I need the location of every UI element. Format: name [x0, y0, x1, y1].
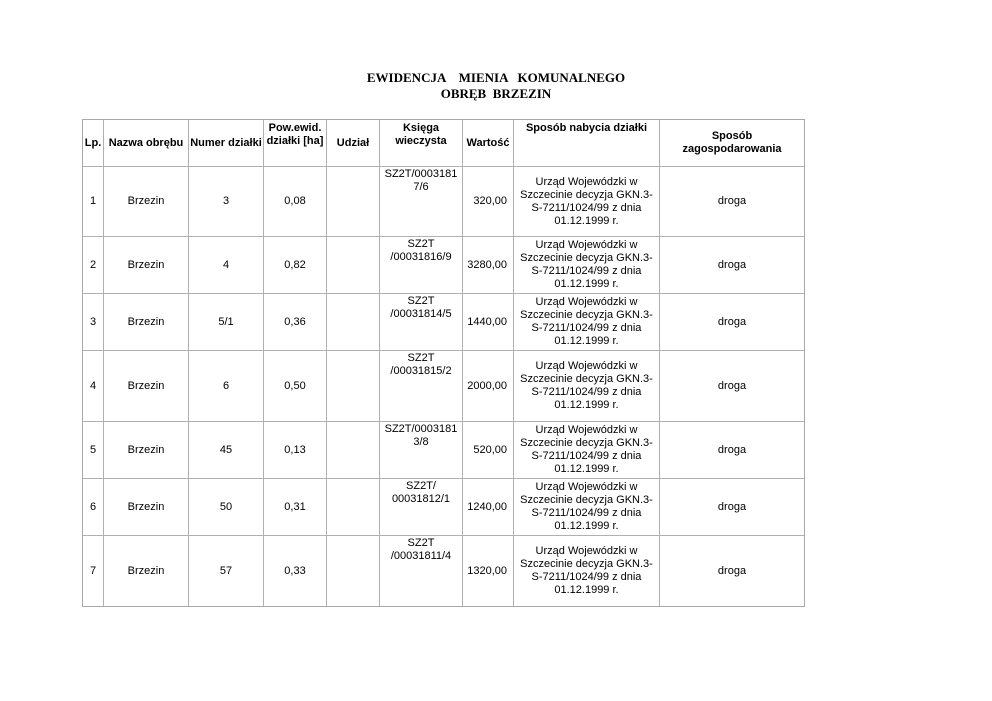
cell-lp: 7	[83, 536, 104, 606]
cell-wartosc: 320,00	[463, 167, 514, 237]
cell-sposob-nabycia: Urząd Wojewódzki w Szczecinie decyzja GKN.3-S-7211/1024/99 z dnia 01.12.1999 r.	[514, 237, 660, 294]
header-sposob-nabycia: Sposób nabycia działki	[514, 120, 660, 167]
document-subtitle: OBRĘB BRZEZIN	[440, 86, 552, 101]
table-row	[83, 294, 804, 351]
header-lp: Lp.	[83, 120, 104, 167]
cell-ksiega-wieczysta: SZ2T /00031811/4	[380, 536, 463, 606]
cell-sposob-zagospodarowania: droga	[660, 351, 804, 422]
header-ksiega-wieczysta: Księga wieczysta	[380, 120, 463, 167]
cell-udzial	[327, 351, 380, 422]
table-row	[83, 351, 804, 422]
cell-sposob-nabycia: Urząd Wojewódzki w Szczecinie decyzja GKN.3-S-7211/1024/99 z dnia 01.12.1999 r.	[514, 294, 660, 351]
cell-ksiega-wieczysta: SZ2T/0003181 3/8	[380, 422, 463, 479]
cell-numer-dzialki: 5/1	[189, 294, 264, 351]
cell-powierzchnia: 0,13	[264, 422, 327, 479]
cell-lp: 3	[83, 294, 104, 351]
cell-lp: 2	[83, 237, 104, 294]
cell-udzial	[327, 294, 380, 351]
cell-sposob-zagospodarowania: droga	[660, 237, 804, 294]
header-udzial: Udział	[327, 120, 380, 167]
cell-sposob-zagospodarowania: droga	[660, 294, 804, 351]
cell-numer-dzialki: 57	[189, 536, 264, 606]
cell-nazwa-obrebu: Brzezin	[104, 479, 189, 536]
cell-lp: 4	[83, 351, 104, 422]
cell-ksiega-wieczysta: SZ2T /00031814/5	[380, 294, 463, 351]
cell-powierzchnia: 0,33	[264, 536, 327, 606]
cell-nazwa-obrebu: Brzezin	[104, 351, 189, 422]
cell-nazwa-obrebu: Brzezin	[104, 294, 189, 351]
cell-sposob-zagospodarowania: droga	[660, 479, 804, 536]
header-nazwa-obrebu: Nazwa obrębu	[104, 120, 189, 167]
cell-sposob-nabycia: Urząd Wojewódzki w Szczecinie decyzja GKN.3-S-7211/1024/99 z dnia 01.12.1999 r.	[514, 167, 660, 237]
table-row	[83, 422, 804, 479]
cell-numer-dzialki: 50	[189, 479, 264, 536]
cell-nazwa-obrebu: Brzezin	[104, 536, 189, 606]
table-row	[83, 167, 804, 237]
header-numer-dzialki: Numer działki	[189, 120, 264, 167]
cell-ksiega-wieczysta: SZ2T/0003181 7/6	[380, 167, 463, 237]
cell-ksiega-wieczysta: SZ2T /00031816/9	[380, 237, 463, 294]
cell-lp: 6	[83, 479, 104, 536]
cell-wartosc: 1240,00	[463, 479, 514, 536]
cell-udzial	[327, 479, 380, 536]
cell-numer-dzialki: 3	[189, 167, 264, 237]
cell-numer-dzialki: 4	[189, 237, 264, 294]
cell-powierzchnia: 0,82	[264, 237, 327, 294]
cell-sposob-nabycia: Urząd Wojewódzki w Szczecinie decyzja GKN.3-S-7211/1024/99 z dnia 01.12.1999 r.	[514, 479, 660, 536]
cell-lp: 1	[83, 167, 104, 237]
cell-wartosc: 520,00	[463, 422, 514, 479]
table-header-row	[83, 120, 804, 167]
cell-sposob-nabycia: Urząd Wojewódzki w Szczecinie decyzja GKN.3-S-7211/1024/99 z dnia 01.12.1999 r.	[514, 536, 660, 606]
cell-sposob-nabycia: Urząd Wojewódzki w Szczecinie decyzja GKN.3-S-7211/1024/99 z dnia 01.12.1999 r.	[514, 351, 660, 422]
cell-wartosc: 3280,00	[463, 237, 514, 294]
cell-wartosc: 2000,00	[463, 351, 514, 422]
cell-udzial	[327, 237, 380, 294]
cell-ksiega-wieczysta: SZ2T /00031815/2	[380, 351, 463, 422]
cell-ksiega-wieczysta: SZ2T/ 00031812/1	[380, 479, 463, 536]
cell-sposob-zagospodarowania: droga	[717, 564, 747, 577]
cell-powierzchnia: 0,50	[264, 351, 327, 422]
cell-lp: 5	[83, 422, 104, 479]
cell-nazwa-obrebu: Brzezin	[104, 422, 189, 479]
header-sposob-zagospodarowania: Sposób zagospodarowania	[660, 120, 804, 167]
cell-udzial	[327, 167, 380, 237]
property-register-table	[82, 119, 805, 607]
header-powierzchnia: Pow.ewid. działki [ha]	[264, 120, 327, 167]
cell-udzial	[327, 422, 380, 479]
header-wartosc: Wartość	[463, 120, 514, 167]
cell-udzial	[327, 536, 380, 606]
cell-nazwa-obrebu: Brzezin	[104, 167, 189, 237]
cell-wartosc: 1440,00	[463, 294, 514, 351]
document-title: EWIDENCJA MIENIA KOMUNALNEGO	[366, 70, 626, 85]
cell-powierzchnia: 0,36	[264, 294, 327, 351]
cell-wartosc: 1320,00	[463, 536, 514, 606]
table-row	[83, 479, 804, 536]
cell-sposob-nabycia: Urząd Wojewódzki w Szczecinie decyzja GKN.3-S-7211/1024/99 z dnia 01.12.1999 r.	[514, 422, 660, 479]
table-row	[83, 536, 804, 606]
cell-numer-dzialki: 45	[189, 422, 264, 479]
cell-sposob-zagospodarowania: droga	[660, 422, 804, 479]
cell-numer-dzialki: 6	[189, 351, 264, 422]
cell-powierzchnia: 0,31	[264, 479, 327, 536]
cell-powierzchnia: 0,08	[264, 167, 327, 237]
cell-nazwa-obrebu: Brzezin	[104, 237, 189, 294]
cell-sposob-zagospodarowania: droga	[660, 167, 804, 237]
table-row	[83, 237, 804, 294]
